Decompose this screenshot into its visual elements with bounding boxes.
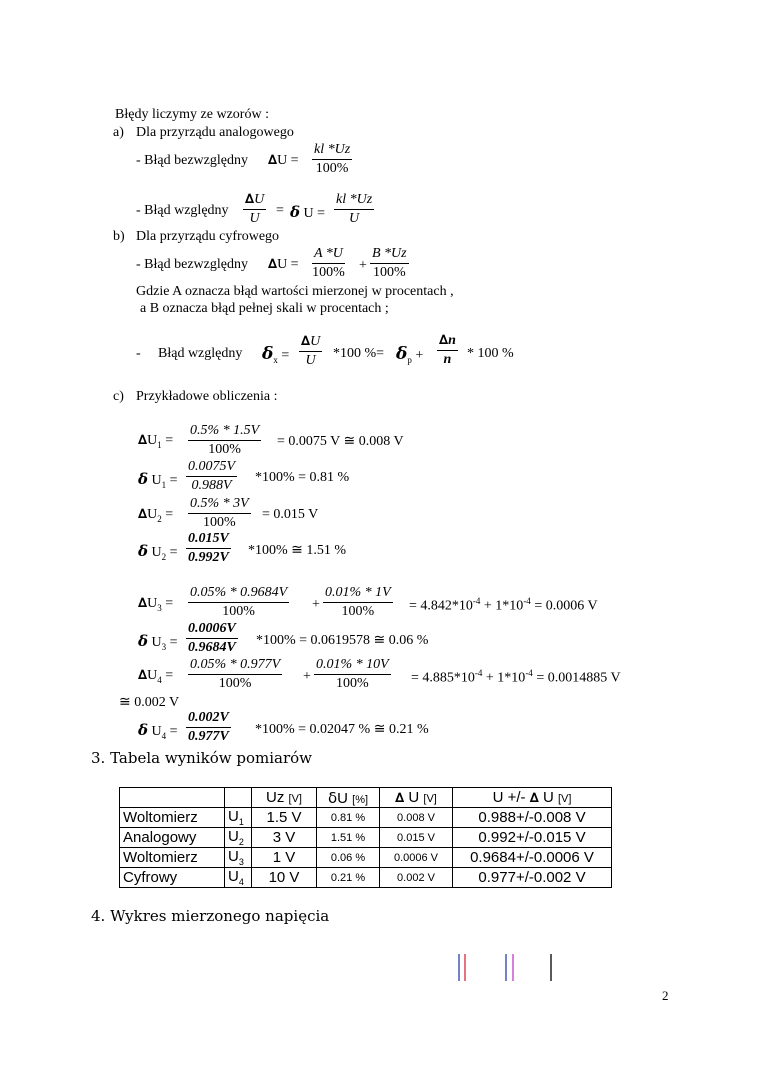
header-empty-2 bbox=[225, 788, 252, 808]
u3-abs-plus: + bbox=[312, 597, 320, 612]
delta-icon: ∆ bbox=[138, 507, 148, 522]
row-uz: 1 V bbox=[252, 848, 317, 868]
u4-abs-result: = $4.885*10^{-4} + 1*10^{-4} = 0.0014885$ V bbox=[411, 668, 621, 686]
delta-icon: ∆ bbox=[138, 433, 148, 448]
u4-rel-lhs: δ $U_4$ = bbox=[138, 721, 178, 741]
row-result: 0.977+/-0.002 V bbox=[453, 868, 612, 888]
delta-small-icon: δ bbox=[138, 632, 149, 650]
table-row bbox=[120, 808, 612, 828]
row-rel: 0.81 % bbox=[317, 808, 380, 828]
table-row bbox=[120, 848, 612, 868]
plus-b: + bbox=[359, 258, 367, 273]
u2-rel-result: *100% ≅ 1.51 % bbox=[248, 543, 347, 558]
u1-abs-fraction: $\frac{0.5\% * 1.5V}{100\%}$ bbox=[190, 423, 260, 457]
abs-error-label-a: - Błąd bezwzględny bbox=[136, 153, 248, 168]
delta-icon: ∆ bbox=[138, 668, 148, 683]
delta-small-icon: δ bbox=[138, 542, 149, 560]
row-name: Analogowy bbox=[120, 828, 225, 848]
delta-small-icon: δ bbox=[327, 788, 338, 807]
u4-abs-wrap: ≅ 0.002 V bbox=[119, 695, 180, 710]
u3-abs-fraction-2: $\frac{0.01\% * 1V}{100\%}$ bbox=[325, 585, 391, 619]
u2-rel-lhs: δ $U_2$ = bbox=[138, 542, 178, 562]
row-abs: 0.015 V bbox=[380, 828, 453, 848]
row-rel: 1.51 % bbox=[317, 828, 380, 848]
rel-fraction-b2: $\frac{\Delta n}{n}$ bbox=[439, 333, 456, 367]
u1-rel-fraction: $\frac{0.0075V}{0.988V}$ bbox=[188, 459, 236, 493]
u3-abs-result: = $4.842*10^{-4} + 1*10^{-4} = 0.0006$ V bbox=[409, 596, 598, 614]
rel-p-b: $\delta_p$ + bbox=[396, 344, 424, 365]
row-uz: 10 V bbox=[252, 868, 317, 888]
row-abs: 0.002 V bbox=[380, 868, 453, 888]
u4-abs-lhs: $\Delta U_4$ = bbox=[138, 668, 174, 685]
row-rel: 0.06 % bbox=[317, 848, 380, 868]
row-result: 0.992+/-0.015 V bbox=[453, 828, 612, 848]
u3-abs-fraction-1: $\frac{0.05\% * 0.9684V}{100\%}$ bbox=[190, 585, 288, 619]
abs-fraction-b2: $\frac{B *Uz}{100\%}$ bbox=[372, 246, 407, 280]
table-row bbox=[120, 828, 612, 848]
section-c-label: c) bbox=[113, 389, 124, 404]
u1-abs-lhs: $\Delta U_1$ = bbox=[138, 433, 174, 450]
u3-rel-result: *100% = 0.0619578 ≅ 0.06 % bbox=[256, 633, 429, 648]
u4-abs-fraction-1: $\frac{0.05\% * 0.977V}{100\%}$ bbox=[190, 657, 281, 691]
rel-error-label-a: - Błąd względny bbox=[136, 203, 229, 218]
abs-fraction-a: $\frac{kl *Uz}{100\%}$ bbox=[314, 142, 351, 176]
header-empty-1 bbox=[120, 788, 225, 808]
header-uz: Uz [V] bbox=[252, 788, 317, 808]
header-abs-error: ∆ U [V] bbox=[380, 788, 453, 808]
voltage-chart-fragment bbox=[450, 950, 560, 984]
rel-fraction-a2: $\frac{kl *Uz}{U}$ bbox=[336, 192, 373, 226]
u3-rel-lhs: δ $U_3$ = bbox=[138, 632, 178, 652]
section-b-title: Dla przyrządu cyfrowego bbox=[136, 229, 280, 244]
delta-icon: ∆ bbox=[268, 257, 278, 272]
header-result: U +/- ∆ U [V] bbox=[453, 788, 612, 808]
u3-rel-fraction: $\frac{0.0006V}{0.9684V}$ bbox=[188, 621, 236, 655]
note-b: a B oznacza błąd pełnej skali w procentach ; bbox=[140, 301, 389, 316]
intro-text: Błędy liczymy ze wzorów : bbox=[115, 107, 269, 122]
section-a-label: a) bbox=[113, 125, 124, 140]
u2-abs-result: = 0.015 V bbox=[262, 507, 319, 522]
u1-rel-lhs: δ $U_1$ = bbox=[138, 470, 178, 490]
section-b-label: b) bbox=[113, 229, 125, 244]
rel-lhs-b: $\delta_x$ = bbox=[262, 344, 290, 365]
u1-abs-result: = 0.0075 V ≅ 0.008 V bbox=[277, 434, 404, 449]
row-symbol: $U_1$ bbox=[225, 808, 252, 828]
rel-lhs-a: δ U = bbox=[290, 203, 326, 221]
delta-small-icon: δ bbox=[290, 203, 301, 221]
page-number: 2 bbox=[662, 988, 669, 1003]
u4-abs-fraction-2: $\frac{0.01\% * 10V}{100\%}$ bbox=[316, 657, 389, 691]
row-result: 0.988+/-0.008 V bbox=[453, 808, 612, 828]
note-a: Gdzie A oznacza błąd wartości mierzonej w procentach , bbox=[136, 284, 454, 299]
row-symbol: $U_2$ bbox=[225, 828, 252, 848]
delta-icon: ∆ bbox=[301, 334, 311, 349]
delta-icon: ∆ bbox=[439, 333, 449, 348]
row-abs: 0.008 V bbox=[380, 808, 453, 828]
delta-small-icon: δ bbox=[262, 344, 274, 364]
u3-abs-lhs: $\Delta U_3$ = bbox=[138, 596, 174, 613]
delta-icon: ∆ bbox=[268, 153, 278, 168]
u4-rel-result: *100% = 0.02047 % ≅ 0.21 % bbox=[255, 722, 429, 737]
u2-abs-lhs: $\Delta U_2$ = bbox=[138, 507, 174, 524]
rel-fraction-b1: $\frac{\Delta U}{U}$ bbox=[301, 334, 321, 368]
delta-small-icon: δ bbox=[138, 470, 149, 488]
section-c-title: Przykładowe obliczenia : bbox=[136, 389, 278, 404]
rel-fraction-a1: $\frac{\Delta U}{U}$ bbox=[245, 192, 265, 226]
row-uz: 3 V bbox=[252, 828, 317, 848]
results-table bbox=[119, 787, 612, 888]
u2-abs-fraction: $\frac{0.5\% * 3V}{100\%}$ bbox=[190, 496, 249, 530]
table-row bbox=[120, 868, 612, 888]
delta-icon: ∆ bbox=[529, 791, 539, 806]
header-rel-error: δU [%] bbox=[317, 788, 380, 808]
row-result: 0.9684+/-0.0006 V bbox=[453, 848, 612, 868]
delta-small-icon: δ bbox=[396, 344, 408, 364]
row-rel: 0.21 % bbox=[317, 868, 380, 888]
u1-rel-result: *100% = 0.81 % bbox=[255, 470, 350, 485]
rel-dash-b: - bbox=[136, 346, 141, 361]
row-name: Woltomierz bbox=[120, 808, 225, 828]
row-name: Woltomierz bbox=[120, 848, 225, 868]
delta-icon: ∆ bbox=[138, 596, 148, 611]
abs-error-label-b: - Błąd bezwzględny bbox=[136, 257, 248, 272]
heading-chart: 4. Wykres mierzonego napięcia bbox=[91, 907, 330, 925]
abs-fraction-b1: $\frac{A *U}{100\%}$ bbox=[312, 246, 345, 280]
delta-small-icon: δ bbox=[138, 721, 149, 739]
row-name: Cyfrowy bbox=[120, 868, 225, 888]
row-symbol: $U_3$ bbox=[225, 848, 252, 868]
rel-eq-a: = bbox=[276, 203, 284, 218]
u2-rel-fraction: $\frac{0.015V}{0.992V}$ bbox=[188, 531, 229, 565]
abs-error-lhs-b: ∆U = bbox=[268, 257, 299, 272]
row-abs: 0.0006 V bbox=[380, 848, 453, 868]
delta-icon: ∆ bbox=[395, 791, 405, 806]
row-uz: 1.5 V bbox=[252, 808, 317, 828]
delta-icon: ∆ bbox=[245, 192, 255, 207]
row-symbol: $U_4$ bbox=[225, 868, 252, 888]
u4-abs-plus: + bbox=[303, 669, 311, 684]
heading-table: 3. Tabela wyników pomiarów bbox=[91, 749, 312, 767]
rel-tail-b: * 100 % bbox=[467, 346, 514, 361]
table-header-row bbox=[120, 788, 612, 808]
abs-error-lhs-a: ∆U = bbox=[268, 153, 299, 168]
section-a-title: Dla przyrządu analogowego bbox=[136, 125, 294, 140]
rel-error-label-b: Błąd względny bbox=[158, 346, 243, 361]
u4-rel-fraction: $\frac{0.002V}{0.977V}$ bbox=[188, 710, 229, 744]
rel-mid-b: *100 %= bbox=[333, 346, 385, 361]
